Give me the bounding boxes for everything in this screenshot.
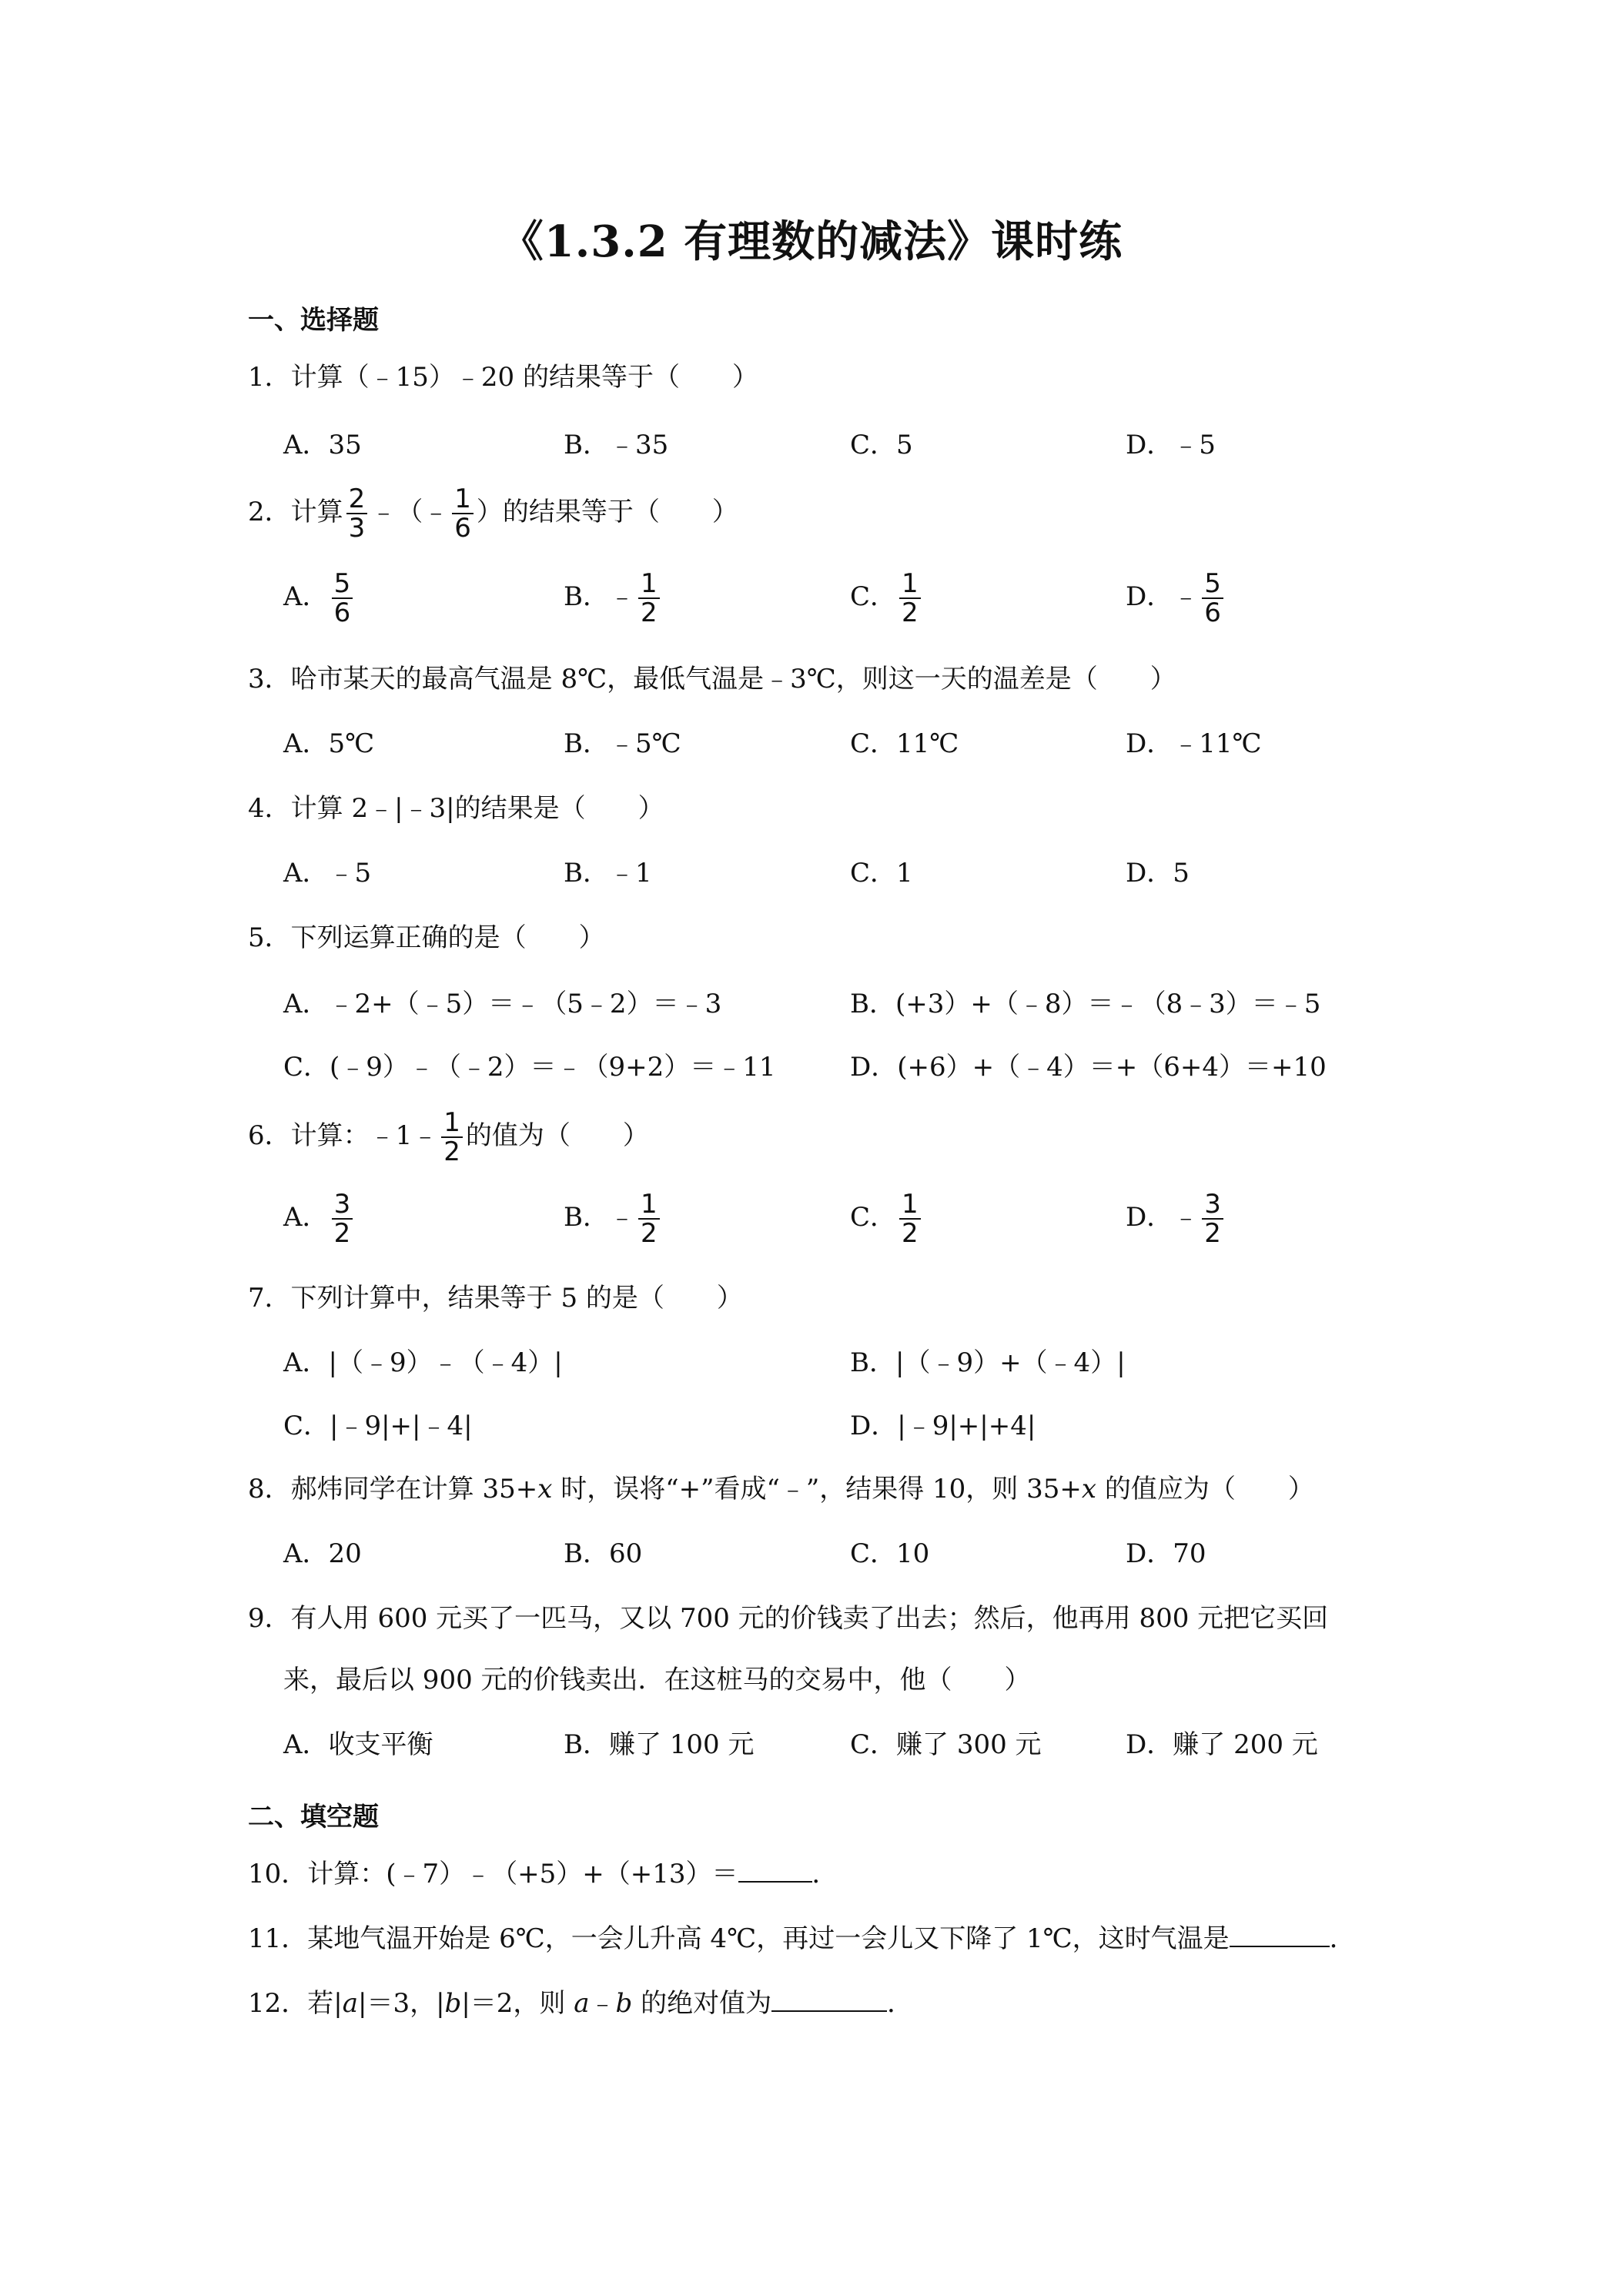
question-3: 3．哈市某天的最高气温是 8℃，最低气温是﹣3℃，则这一天的温差是（ ） xyxy=(248,664,1176,694)
q10-answer-blank[interactable] xyxy=(738,1858,812,1883)
q5-option-b: B．(+3）+（﹣8）＝﹣（8﹣3）＝﹣5 xyxy=(850,989,1321,1019)
q1-option-c: C．5 xyxy=(850,430,913,460)
q4-option-d: D．5 xyxy=(1126,858,1190,889)
page-title: 《1.3.2 有理数的减法》课时练 xyxy=(500,216,1123,267)
q9-option-d: D．赚了 200 元 xyxy=(1126,1729,1318,1760)
q7-option-c: C．|﹣9|+|﹣4| xyxy=(283,1411,473,1441)
q3-option-a: A．5℃ xyxy=(283,728,375,759)
q5-option-a: A．﹣2+（﹣5）＝﹣（5﹣2）＝﹣3 xyxy=(283,989,722,1019)
q2-prefix: 2．计算 xyxy=(248,497,343,527)
q2-suffix: ）的结果等于（ ） xyxy=(476,497,738,527)
q2-fraction-2: $\frac{1}{6}$ xyxy=(452,485,474,542)
question-1: 1．计算（﹣15）﹣20 的结果等于（ ） xyxy=(248,362,758,393)
q8-option-b: B．60 xyxy=(564,1538,643,1569)
q1-option-d: D．﹣5 xyxy=(1126,430,1216,460)
q3-option-d: D．﹣11℃ xyxy=(1126,728,1262,759)
q8-option-c: C．10 xyxy=(850,1538,930,1569)
section-choice-heading: 一、选择题 xyxy=(248,305,379,336)
q2-option-a: A． $\frac{5}{6}$ xyxy=(283,570,356,627)
question-10: 10．计算：(﹣7）﹣（+5）+（+13）＝ ． xyxy=(248,1859,838,1889)
section-fill-heading: 二、填空题 xyxy=(248,1802,379,1832)
q11-answer-blank[interactable] xyxy=(1230,1923,1330,1947)
q12-answer-blank[interactable] xyxy=(771,1987,887,2012)
q6-prefix: 6．计算：﹣1﹣ xyxy=(248,1120,439,1151)
question-9-line-1: 9．有人用 600 元买了一匹马，又以 700 元的价钱卖了出去；然后，他再用 800 元把它买回 xyxy=(248,1603,1329,1634)
q5-option-d: D．(+6）+（﹣4）＝+（6+4）＝+10 xyxy=(850,1052,1327,1083)
q2-option-d: D．﹣ $\frac{5}{6}$ xyxy=(1126,570,1226,627)
question-12: 12．若|a|＝3，|b|＝2，则 a﹣b 的绝对值为 ． xyxy=(248,1988,914,2019)
q6-option-d: D．﹣ $\frac{3}{2}$ xyxy=(1126,1190,1226,1247)
question-2 xyxy=(248,485,738,542)
q1-option-b: B．﹣35 xyxy=(564,430,669,460)
question-11: 11．某地气温开始是 6℃，一会儿升高 4℃，再过一会儿又下降了 1℃，这时气温是 ． xyxy=(248,1923,1356,1954)
q8-option-d: D．70 xyxy=(1126,1538,1206,1569)
q7-option-a: A．|（﹣9）﹣（﹣4）| xyxy=(283,1347,563,1378)
q9-option-c: C．赚了 300 元 xyxy=(850,1729,1042,1760)
q6-option-b: B．﹣ $\frac{1}{2}$ xyxy=(564,1190,663,1247)
q4-option-a: A．﹣5 xyxy=(283,858,372,889)
q9-option-a: A．收支平衡 xyxy=(283,1729,433,1760)
q4-option-b: B．﹣1 xyxy=(564,858,652,889)
question-9-line-2: 来，最后以 900 元的价钱卖出．在这桩马的交易中，他（ ） xyxy=(283,1665,1031,1695)
q8-option-a: A．20 xyxy=(283,1538,362,1569)
q2-fraction-1: $\frac{2}{3}$ xyxy=(346,485,368,542)
q6-option-a: A． $\frac{3}{2}$ xyxy=(283,1190,356,1247)
q7-option-b: B．|（﹣9）+（﹣4）| xyxy=(850,1347,1126,1378)
q2-option-b: B．﹣ $\frac{1}{2}$ xyxy=(564,570,663,627)
q6-option-c: C． $\frac{1}{2}$ xyxy=(850,1190,924,1247)
q7-option-d: D．|﹣9|+|+4| xyxy=(850,1411,1036,1441)
question-6 xyxy=(248,1109,649,1166)
question-5: 5．下列运算正确的是（ ） xyxy=(248,922,605,953)
q9-option-b: B．赚了 100 元 xyxy=(564,1729,755,1760)
q3-option-b: B．﹣5℃ xyxy=(564,728,681,759)
question-7: 7．下列计算中，结果等于 5 的是（ ） xyxy=(248,1283,743,1314)
q1-option-a: A．35 xyxy=(283,430,362,460)
q2-option-c: C． $\frac{1}{2}$ xyxy=(850,570,924,627)
question-8: 8．郝炜同学在计算 35+x 时，误将“+”看成“﹣”，结果得 10，则 35+x 的值应为（ ） xyxy=(248,1474,1314,1504)
q6-suffix: 的值为（ ） xyxy=(465,1120,649,1151)
q4-option-c: C．1 xyxy=(850,858,913,889)
q2-middle: ﹣（﹣ xyxy=(370,497,450,527)
q3-option-c: C．11℃ xyxy=(850,728,959,759)
q5-option-c: C．(﹣9）﹣（﹣2）＝﹣（9+2）＝﹣11 xyxy=(283,1052,776,1083)
question-4: 4．计算 2﹣|﹣3|的结果是（ ） xyxy=(248,793,664,824)
q6-fraction: $\frac{1}{2}$ xyxy=(441,1109,463,1166)
